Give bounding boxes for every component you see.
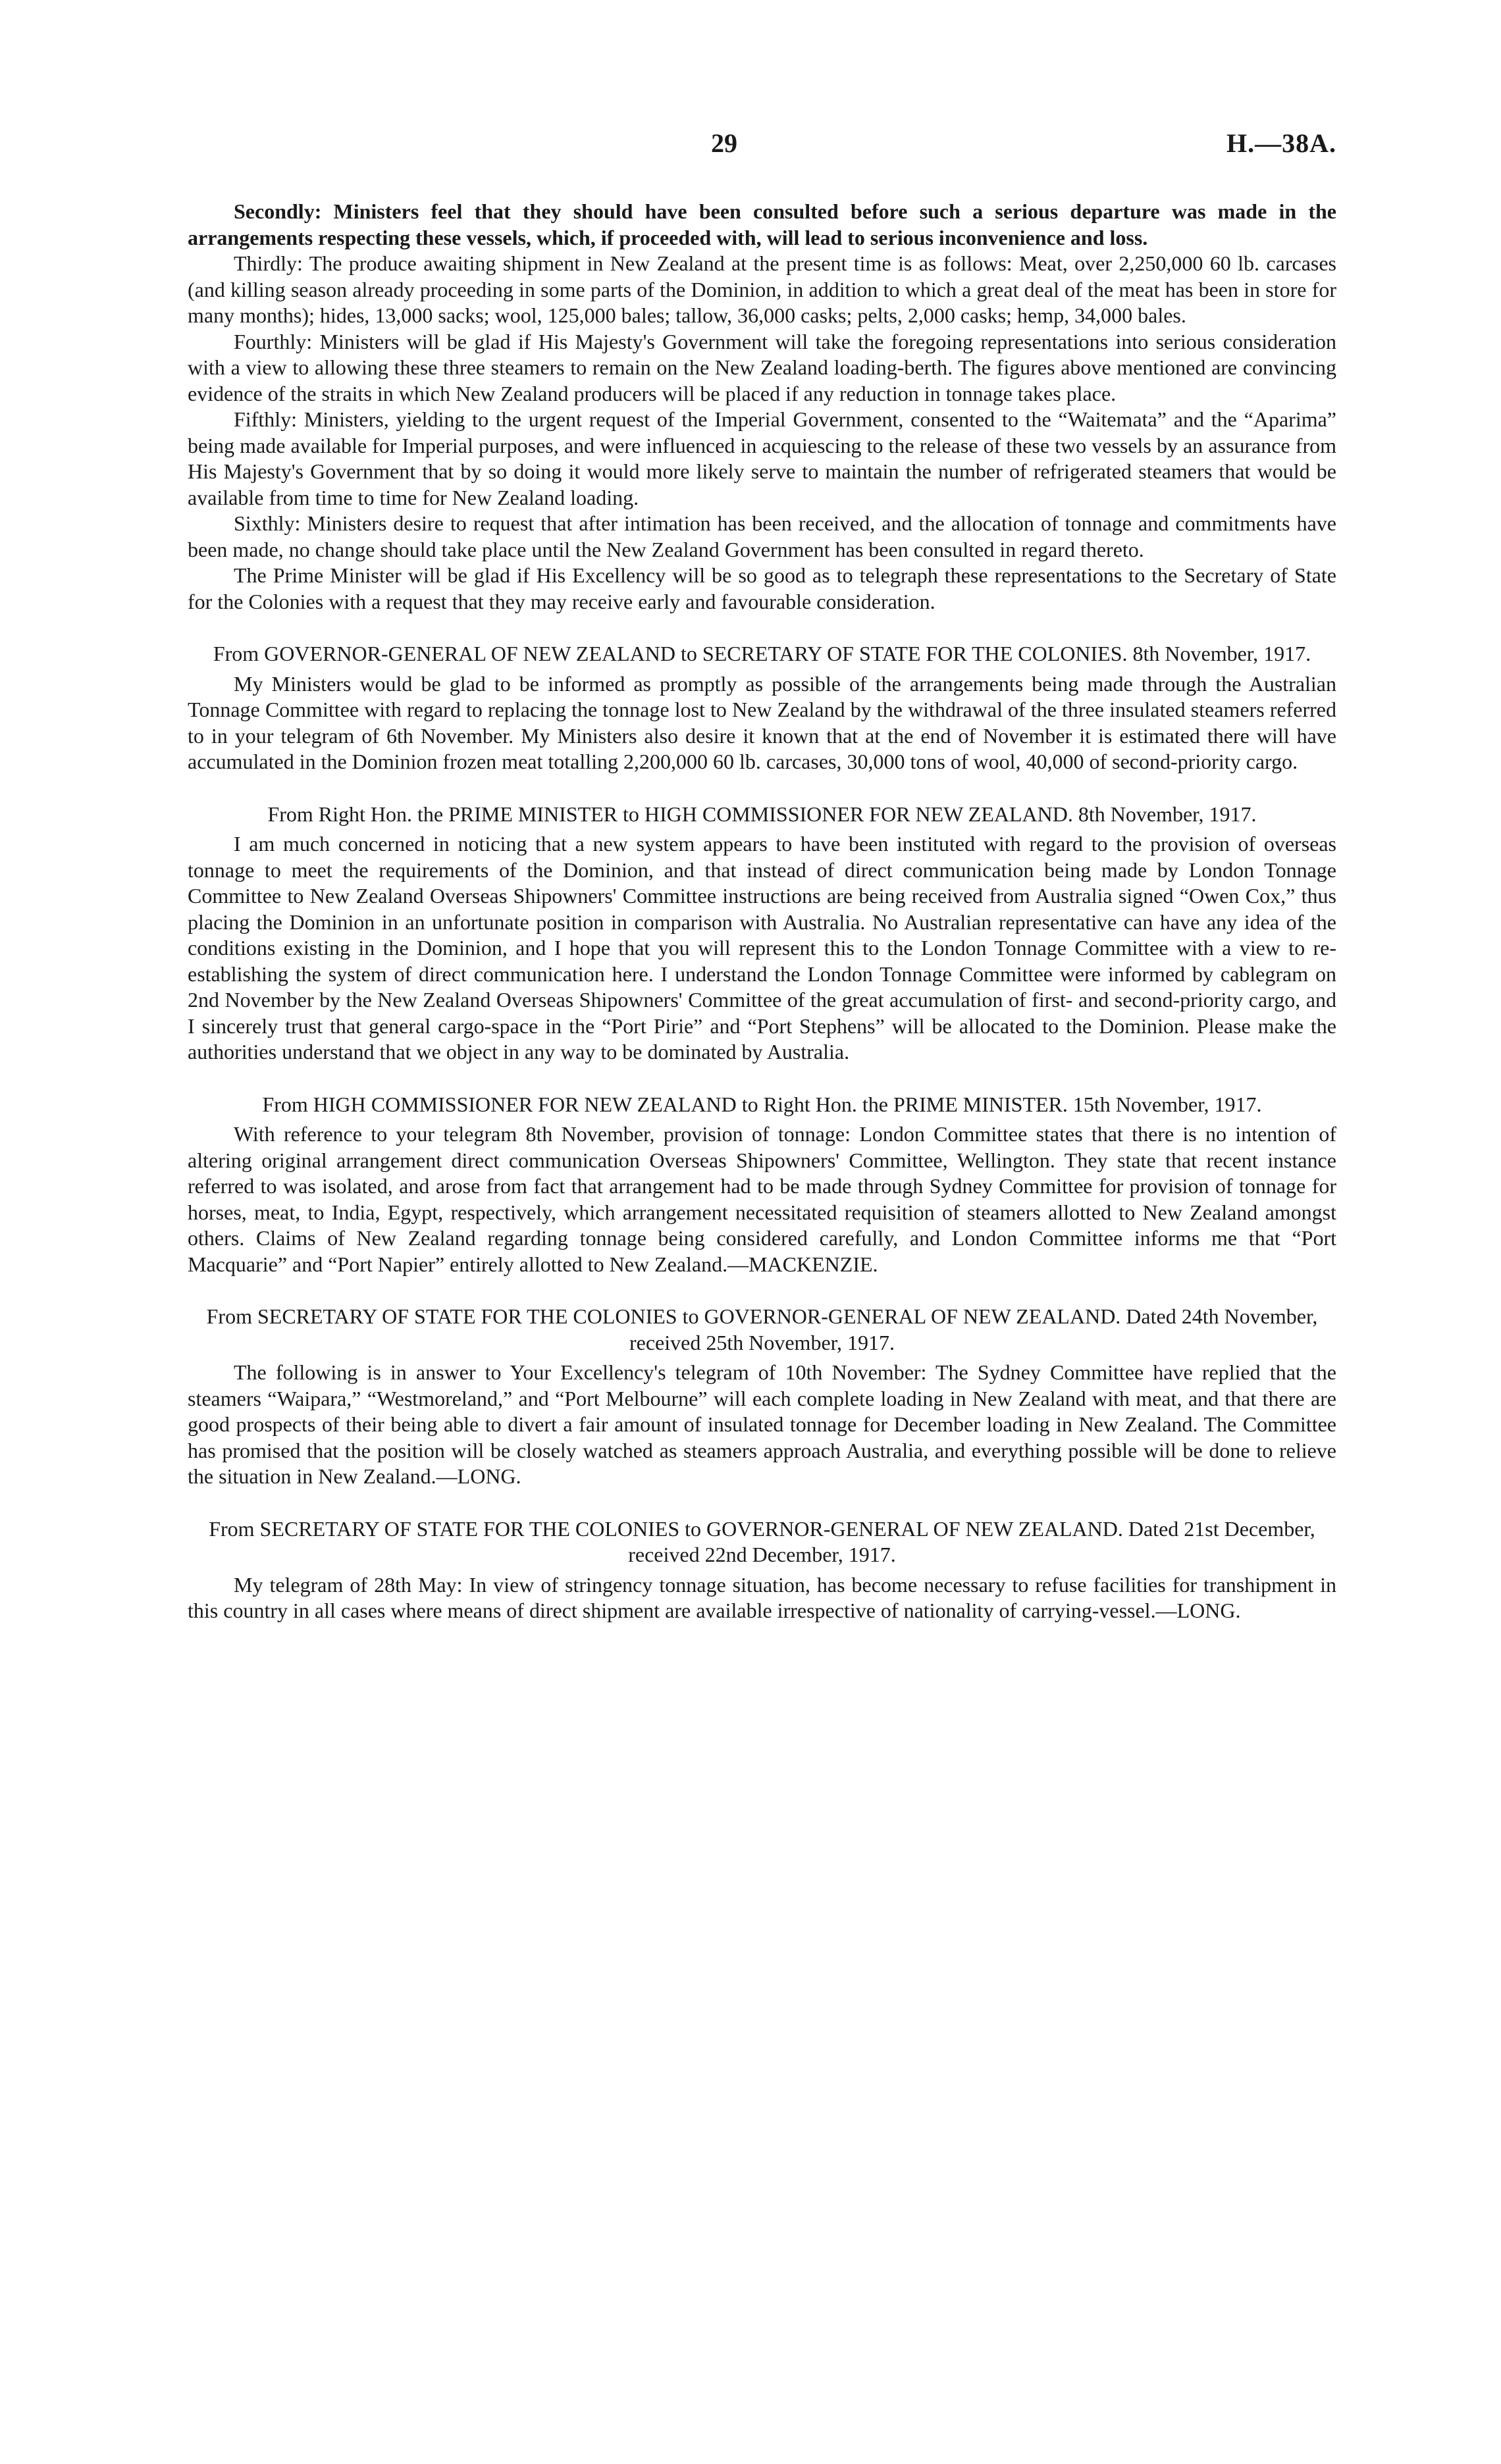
intro-block [188, 199, 1336, 615]
telegram-heading: From SECRETARY OF STATE FOR THE COLONIES to GOVERNOR-GENERAL OF NEW ZEALAND. Dated 21st December, received 22nd December, 1917. [209, 1516, 1315, 1566]
telegram-section [188, 802, 1336, 1065]
document-body [188, 199, 1336, 1624]
paragraph-thirdly: Thirdly: The produce awaiting shipment in New Zealand at the present time is as follows: Meat, over 2,250,000 60 lb. carcases (and killing season already proceeding in some parts of the Dominion, in addition to which a great deal of the meat has been in store for many months); hides, 13,000 sacks; wool, 125,000 bales; tallow, 36,000 casks; pelts, 2,000 casks; hemp, 34,000 bales. [188, 251, 1336, 327]
paragraph-sixthly: Sixthly: Ministers desire to request that after intimation has been received, and the allocation of tonnage and commitments have been made, no change should take place until the New Zealand Government has been consulted in regard thereto. [188, 511, 1336, 561]
telegram-body: I am much concerned in noticing that a new system appears to have been instituted with regard to the provision of overseas tonnage to meet the requirements of the Dominion, and that instead of direct communication being made by London Tonnage Committee to New Zealand Overseas Shipowners' Committee instructions are being received from Australia signed “Owen Cox,” thus placing the Dominion in an unfortunate position in comparison with Australia. No Australian representative can have any idea of the conditions existing in the Dominion, and I hope that you will represent this to the London Tonnage Committee with a view to re-establishing the system of direct communication here. I understand the London Tonnage Committee were informed by cablegram on 2nd November by the New Zealand Overseas Shipowners' Committee of the great accumulation of first- and second-priority cargo, and I sincerely trust that general cargo-space in the “Port Pirie” and “Port Stephens” will be allocated to the Dominion. Please make the authorities understand that we object in any way to be dominated by Australia. [188, 832, 1336, 1064]
paragraph-secondly: Secondly: Ministers feel that they should have been consulted before such a serious departure was made in the arrangements respecting these vessels, which, if proceeded with, will lead to serious inconvenience and loss. [188, 199, 1336, 249]
telegram-section [188, 641, 1336, 775]
telegram-section [188, 1304, 1336, 1490]
telegram-body: My Ministers would be glad to be informed as promptly as possible of the arrangements being made through the Australian Tonnage Committee with regard to replacing the tonnage lost to New Zealand by the withdrawal of the three insulated steamers referred to in your telegram of 6th November. My Ministers also desire it known that at the end of November it is estimated there will have accumulated in the Dominion frozen meat totalling 2,200,000 60 lb. carcases, 30,000 tons of wool, 40,000 of second-priority cargo. [188, 671, 1336, 773]
telegram-body: The following is in answer to Your Excellency's telegram of 10th November: The Sydney Committee have replied that the steamers “Waipara,” “Westmoreland,” and “Port Melbourne” will each complete loading in New Zealand with meat, and that there are good prospects of their being able to divert a fair amount of insulated tonnage for December loading in New Zealand. The Committee has promised that the position will be closely watched as steamers approach Australia, and everything possible will be done to relieve the situation in New Zealand.—LONG. [188, 1360, 1336, 1488]
telegram-section [188, 1516, 1336, 1624]
telegram-heading: From SECRETARY OF STATE FOR THE COLONIES to GOVERNOR-GENERAL OF NEW ZEALAND. Dated 24th November, received 25th November, 1917. [206, 1304, 1318, 1354]
telegram-heading: From GOVERNOR-GENERAL OF NEW ZEALAND to SECRETARY OF STATE FOR THE COLONIES. 8th November, 1917. [213, 642, 1311, 665]
paragraph-fourthly: Fourthly: Ministers will be glad if His Majesty's Government will take the foregoing representations into serious consideration with a view to allowing these three steamers to remain on the New Zealand loading-berth. The figures above mentioned are convincing evidence of the straits in which New Zealand producers will be placed if any reduction in tonnage takes place. [188, 329, 1336, 405]
paragraph-fifthly: Fifthly: Ministers, yielding to the urgent request of the Imperial Government, consented to the “Waitemata” and the “Aparima” being made available for Imperial purposes, and were influenced in acquiescing to the release of these two vessels by an assurance from His Majesty's Government that by so doing it would more likely serve to maintain the number of refrigerated steamers that would be available from time to time for New Zealand loading. [188, 407, 1336, 509]
telegram-body: My telegram of 28th May: In view of stringency tonnage situation, has become necessary to refuse facilities for transhipment in this country in all cases where means of direct shipment are available irrespective of nationality of carrying-vessel.—LONG. [188, 1572, 1336, 1622]
telegram-heading: From HIGH COMMISSIONER FOR NEW ZEALAND to Right Hon. the PRIME MINISTER. 15th November, 1917. [262, 1092, 1262, 1116]
page-header [0, 130, 1501, 170]
telegram-heading: From Right Hon. the PRIME MINISTER to HIGH COMMISSIONER FOR NEW ZEALAND. 8th November, 1917. [267, 802, 1257, 826]
series-code: H.—38A. [1226, 128, 1336, 158]
paragraph-prime-minister-request: The Prime Minister will be glad if His Excellency will be so good as to telegraph these representations to the Secretary of State for the Colonies with a request that they may receive early and favourable consideration. [188, 563, 1336, 613]
page-number: 29 [711, 128, 737, 158]
telegram-body: With reference to your telegram 8th November, provision of tonnage: London Committee states that there is no intention of altering original arrangement direct communication Overseas Shipowners' Committee, Wellington. They state that recent instance referred to was isolated, and arose from fact that arrangement had to be made through Sydney Committee for provision of tonnage for horses, meat, to India, Egypt, respectively, which arrangement necessitated requisition of steamers allotted to New Zealand amongst others. Claims of New Zealand regarding tonnage being considered carefully, and London Committee informs me that “Port Macquarie” and “Port Napier” entirely allotted to New Zealand.—MACKENZIE. [188, 1122, 1336, 1276]
telegram-section [188, 1092, 1336, 1278]
